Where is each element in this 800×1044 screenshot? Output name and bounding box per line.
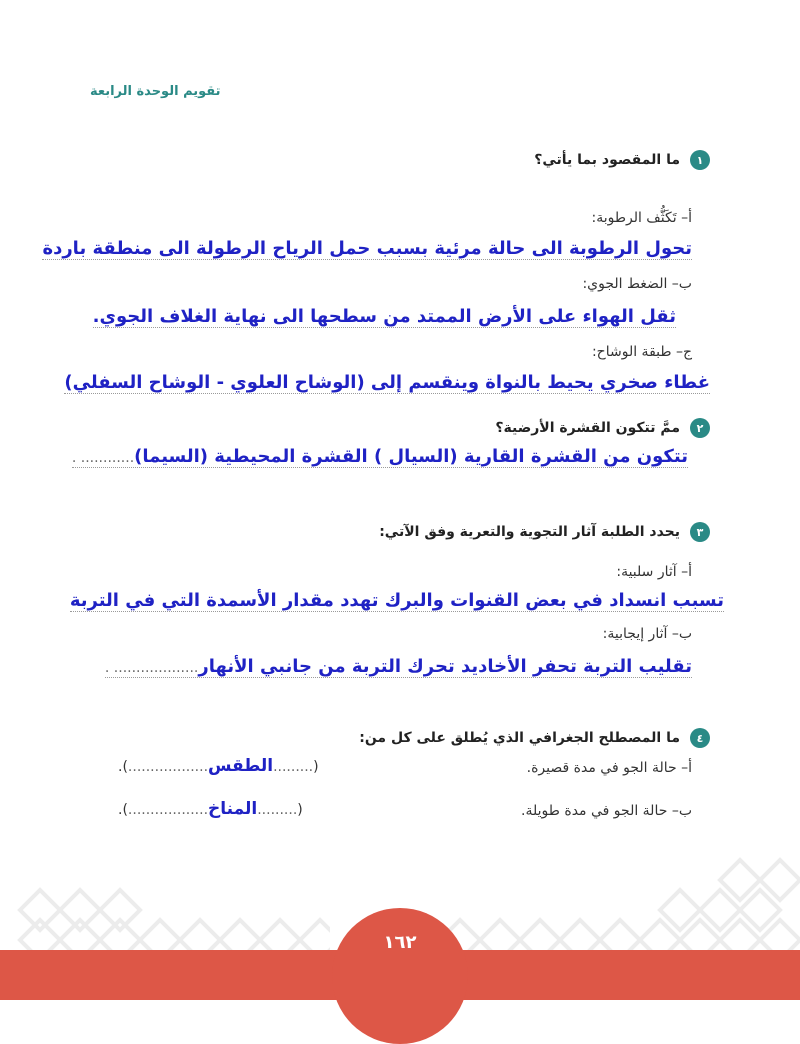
decorative-pattern (0, 840, 330, 950)
question-text: ما المصطلح الجغرافي الذي يُطلق على كل من: (359, 730, 680, 746)
q3-a-answer: تسبب انسداد في بعض القنوات والبرك تهدد مقدار الأسمدة التي في التربة (69, 590, 724, 611)
q1-c-label: ج– طبقة الوشاح: (591, 344, 692, 360)
q1-a-answer: تحول الرطوبة الى حالة مرئية بسبب حمل الرياح الرطولة الى منطقة باردة (42, 238, 692, 259)
page-number: ١٦٢ (383, 932, 417, 953)
page-number-badge (332, 908, 468, 1044)
q1-c-answer: غطاء صخري يحيط بالنواة وينقسم إلى (الوشاح العلوي - الوشاح السفلي) (64, 372, 710, 393)
q3-b-label: ب– آثار إيجابية: (602, 626, 692, 642)
question-number: ٢ (690, 418, 710, 438)
question-3 (379, 522, 710, 542)
unit-title: تقويم الوحدة الرابعة (90, 84, 221, 99)
q3-b-answer (105, 656, 692, 678)
answer-dots: ............ . (71, 450, 135, 466)
q1-a-label: أ– تَكَثُّف الرطوبة: (591, 210, 692, 226)
q3-a-label: أ– آثار سلبية: (616, 564, 692, 580)
q4-b-label: ب– حالة الجو في مدة طويلة. (521, 803, 692, 819)
q1-b-label: ب– الضغط الجوي: (582, 276, 692, 292)
q4-b-term: المناخ (208, 799, 258, 819)
question-text: ممَّ تتكون القشرة الأرضية؟ (495, 420, 680, 436)
q3-b-answer-text: تقليب التربة تحفر الأخاديد تحرك التربة من جانبي الأنهار (198, 656, 692, 677)
q1-b-answer: ثقل الهواء على الأرض الممتد من سطحها الى نهاية الغلاف الجوي. (92, 306, 676, 327)
question-4 (359, 728, 710, 748)
question-number: ١ (690, 150, 710, 170)
question-2 (495, 418, 710, 438)
q4-a-term: الطقس (208, 756, 274, 776)
q4-a-label: أ– حالة الجو في مدة قصيرة. (526, 760, 692, 776)
question-text: ما المقصود بما يأتي؟ (534, 152, 680, 168)
answer-dots: ................... . (104, 660, 199, 676)
q4-b-answer: (.........المناخ..................). (118, 799, 303, 819)
q2-answer-text: تتكون من القشرة القارية (السيال ) القشرة المحيطية (السيما) (134, 446, 688, 467)
question-number: ٤ (690, 728, 710, 748)
q4-a-answer: (.........الطقس..................). (118, 756, 319, 776)
q2-answer (72, 446, 688, 468)
question-text: يحدد الطلبة آثار التجوية والتعرية وفق الآتي: (379, 524, 680, 540)
question-number: ٣ (690, 522, 710, 542)
question-1 (534, 150, 710, 170)
